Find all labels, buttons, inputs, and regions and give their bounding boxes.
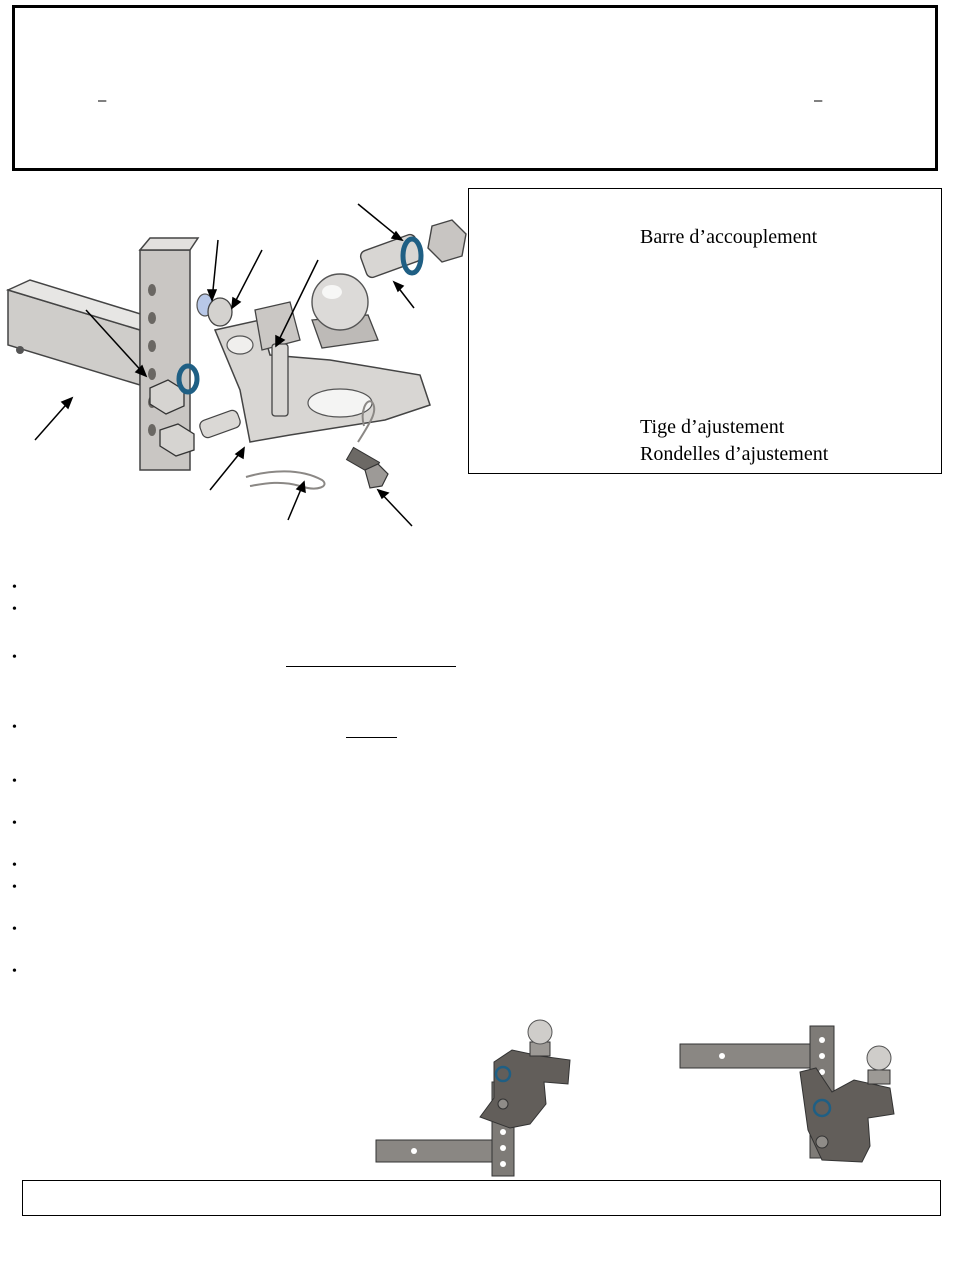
hitch-head-slot <box>227 336 253 354</box>
instruction-bullet-6: • <box>12 816 17 831</box>
header-dash-right: – <box>814 92 823 109</box>
footer-box <box>22 1180 941 1216</box>
hitch-drop-configuration <box>370 1012 590 1180</box>
rise-ball-base <box>868 1070 890 1084</box>
instruction-bullet-1: • <box>12 580 17 595</box>
shank-hole <box>16 346 24 354</box>
lower-sleeve <box>198 409 242 440</box>
instruction-bullet-2: • <box>12 602 17 617</box>
drop-ball <box>528 1020 552 1044</box>
instruction-underline-1 <box>286 666 456 667</box>
hitch-ball-highlight <box>322 285 342 299</box>
rise-lower-bolt <box>816 1136 828 1148</box>
header-box <box>12 5 938 171</box>
instruction-bullet-5: • <box>12 774 17 789</box>
rise-shank <box>680 1044 816 1068</box>
instruction-bullet-8: • <box>12 880 17 895</box>
hitch-ball <box>312 274 368 330</box>
legend-item-adjustment-washers: Rondelles d’ajustement <box>640 443 829 465</box>
hitch-exploded-diagram <box>0 180 470 540</box>
drop-lower-bolt <box>498 1099 508 1109</box>
bushing-nut <box>208 298 232 326</box>
pivot-bolt-head <box>428 220 466 262</box>
rise-shank-hole <box>719 1053 725 1059</box>
instruction-bullet-3: • <box>12 650 17 665</box>
rise-ball <box>867 1046 891 1070</box>
hitch-rise-configuration <box>676 1022 916 1168</box>
adjustment-pin <box>272 344 288 416</box>
drop-shank-hole <box>411 1148 417 1154</box>
legend-item-coupling-bar: Barre d’accouplement <box>640 226 818 248</box>
legend-item-adjustment-pin: Tige d’ajustement <box>640 416 785 438</box>
instruction-bullet-9: • <box>12 922 17 937</box>
instruction-bullet-10: • <box>12 964 17 979</box>
drop-shank <box>376 1140 496 1162</box>
drop-tube-top <box>140 238 198 250</box>
instruction-underline-2 <box>346 737 397 738</box>
hitch-pin-clip-bottom <box>246 471 325 488</box>
header-dash-left: – <box>98 92 107 109</box>
instruction-bullet-7: • <box>12 858 17 873</box>
instruction-bullet-4: • <box>12 720 17 735</box>
drop-hitch-head <box>480 1050 570 1128</box>
